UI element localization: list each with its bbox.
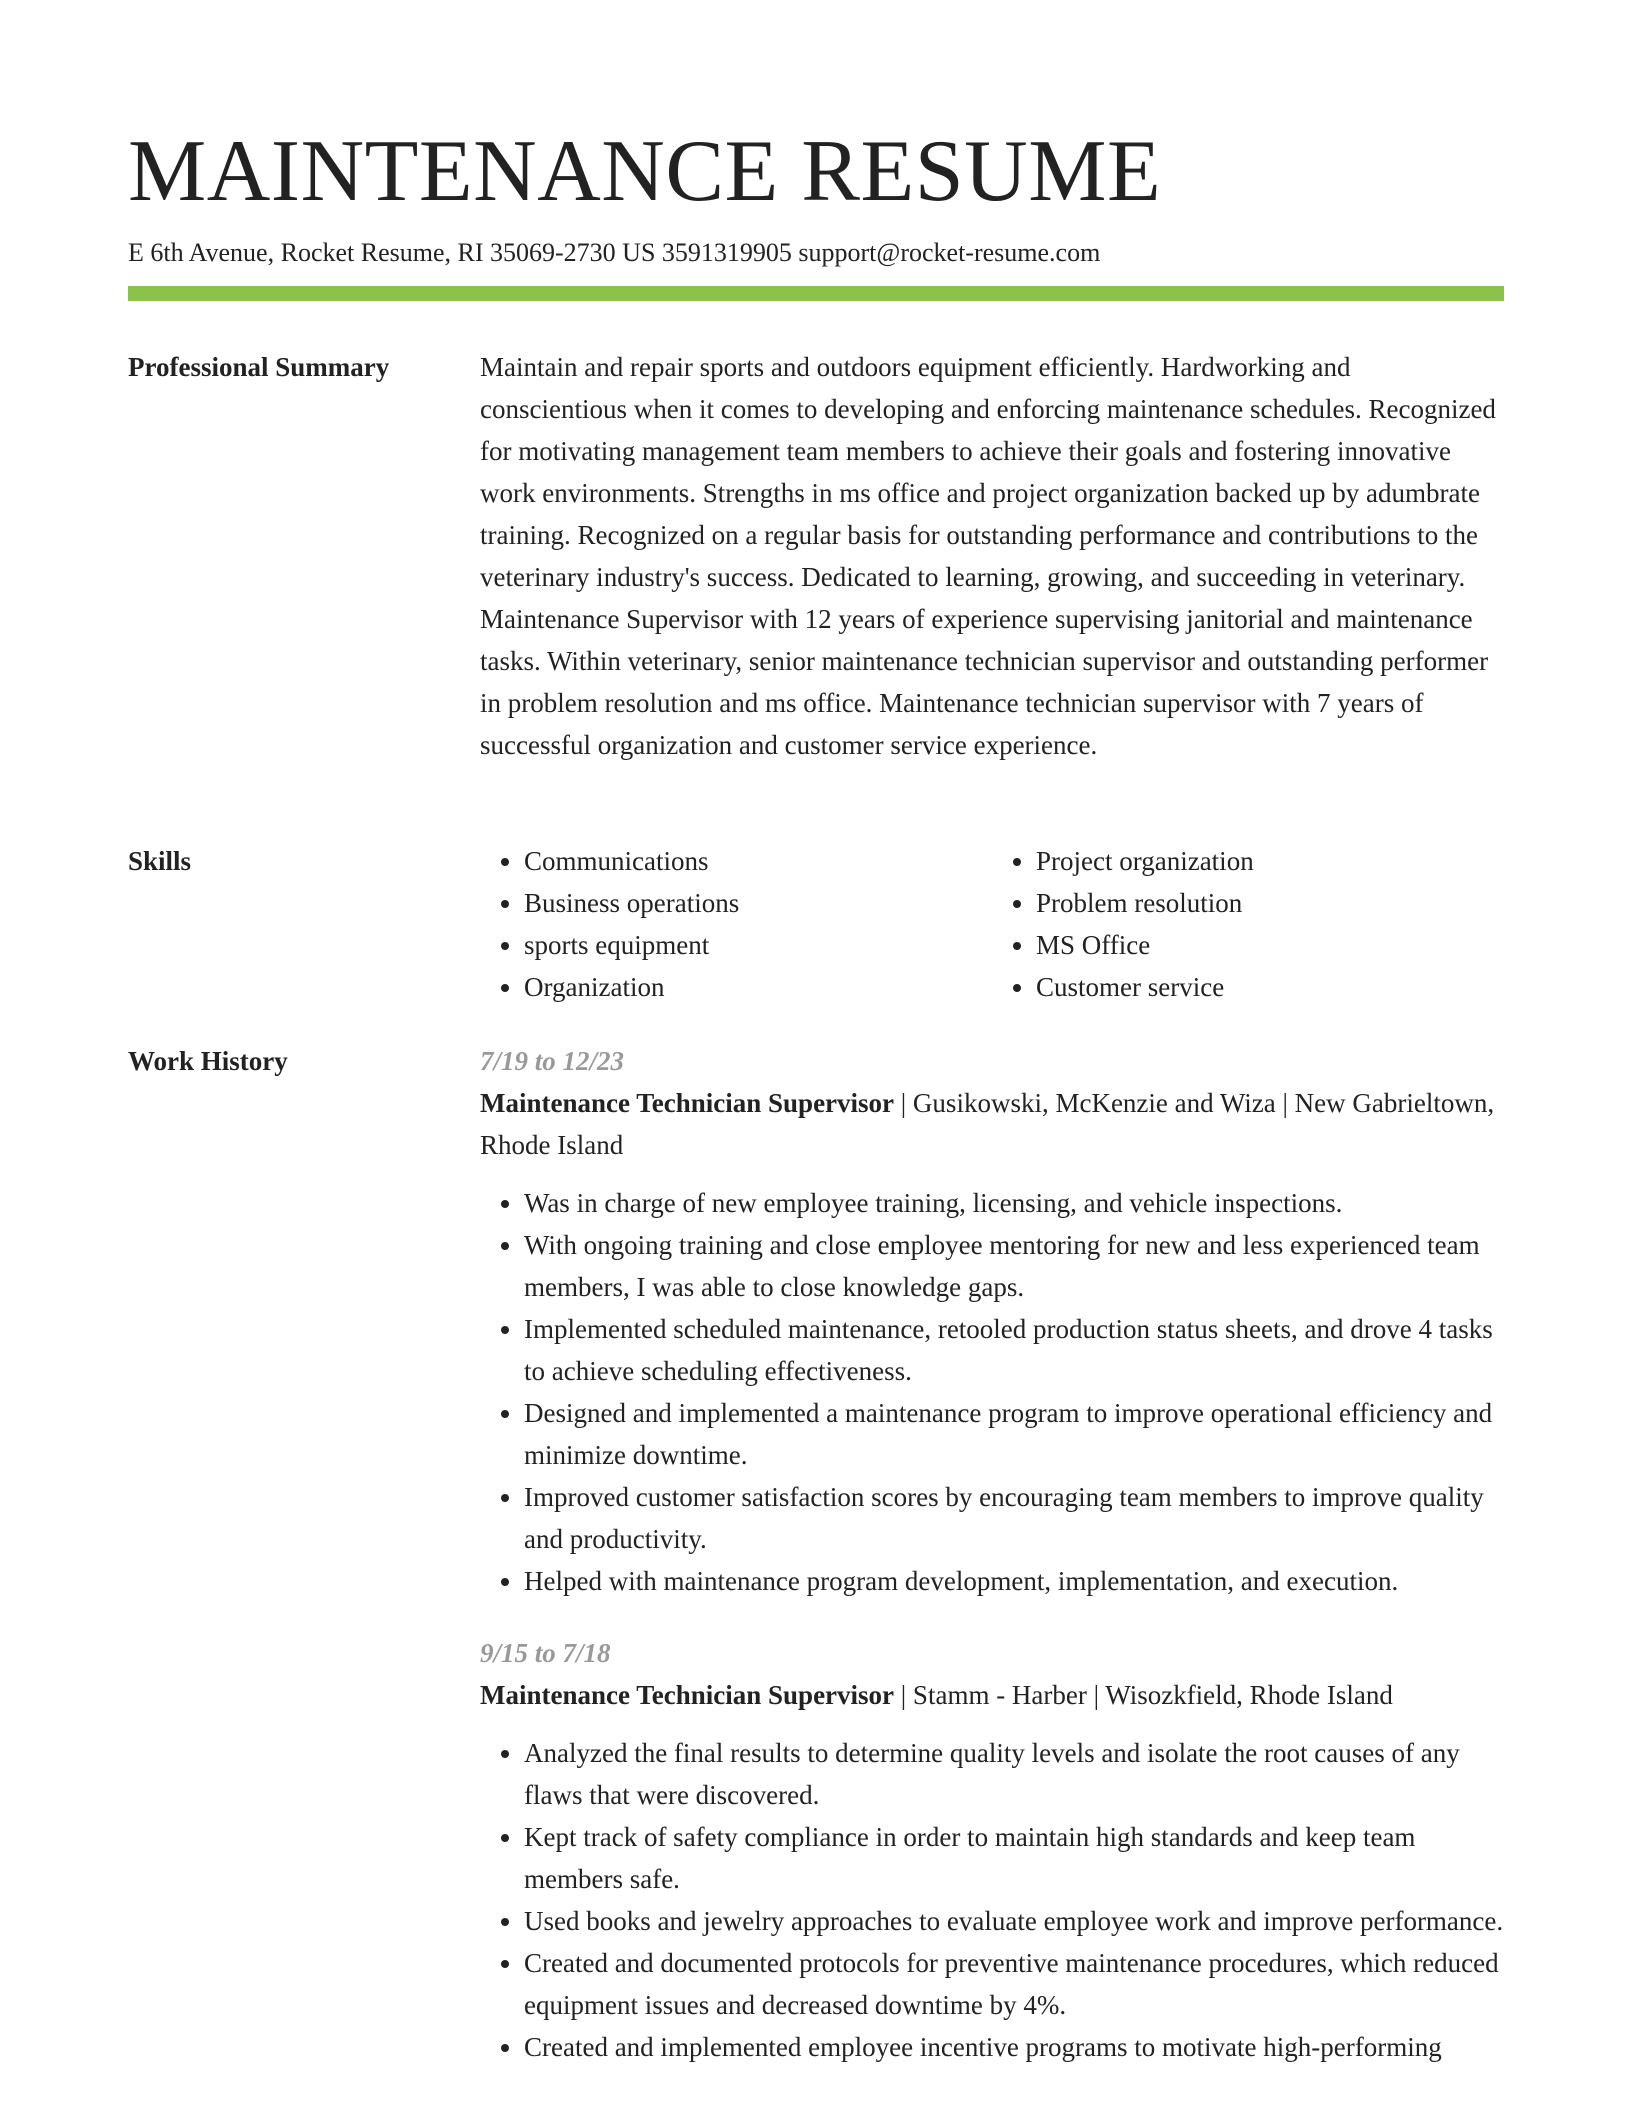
job-bullet: • Created and implemented employee incentive programs to motivate high-performing <box>524 2026 1504 2068</box>
skills-columns <box>480 840 1504 1008</box>
job-bullet: • Improved customer satisfaction scores by encouraging team members to improve quality and productivity. <box>524 1476 1504 1560</box>
skill-item: • sports equipment <box>524 924 992 966</box>
job-bullet: • Created and documented protocols for preventive maintenance procedures, which reduced equipment issues and decreased downtime by 4%. <box>524 1942 1504 2026</box>
job-bullet: • Kept track of safety compliance in order to maintain high standards and keep team members safe. <box>524 1816 1504 1900</box>
skill-item: • Communications <box>524 840 992 882</box>
skill-item: • Business operations <box>524 882 992 924</box>
skills-list-left <box>480 840 992 1008</box>
work-history-label: Work History <box>128 1046 288 1076</box>
job-bullet: • Helped with maintenance program development, implementation, and execution. <box>524 1560 1504 1602</box>
skills-body <box>480 840 1504 1008</box>
job-bullet: • Designed and implemented a maintenance program to improve operational efficiency and minimize downtime. <box>524 1392 1504 1476</box>
job-bullets <box>480 1732 1504 2068</box>
skill-item: • Project organization <box>1036 840 1504 882</box>
job-entry <box>480 1040 1504 1602</box>
job-bullet: • Used books and jewelry approaches to evaluate employee work and improve performance. <box>524 1900 1504 1942</box>
contact-line: E 6th Avenue, Rocket Resume, RI 35069-2730 US 3591319905 support@rocket-resume.com <box>128 238 1101 267</box>
job-bullet: • Was in charge of new employee training, licensing, and vehicle inspections. <box>524 1182 1504 1224</box>
skill-item: • Customer service <box>1036 966 1504 1008</box>
job-company-location: | Gusikowski, McKenzie and Wiza | New Gabrieltown, Rhode Island <box>480 1088 1495 1160</box>
job-title: Maintenance Technician Supervisor <box>480 1088 895 1118</box>
skill-item: • Problem resolution <box>1036 882 1504 924</box>
summary-body <box>480 346 1504 766</box>
summary-label: Professional Summary <box>128 352 390 382</box>
job-title: Maintenance Technician Supervisor <box>480 1680 895 1710</box>
job-heading <box>480 1674 1504 1716</box>
job-bullet: • Implemented scheduled maintenance, retooled production status sheets, and drove 4 tasks to achieve scheduling effectiveness. <box>524 1308 1504 1392</box>
job-bullet: • Analyzed the final results to determine quality levels and isolate the root causes of any flaws that were discovered. <box>524 1732 1504 1816</box>
job-heading <box>480 1082 1504 1166</box>
job-company-location: | Stamm - Harber | Wisozkfield, Rhode Island <box>894 1680 1393 1710</box>
job-bullet: • With ongoing training and close employee mentoring for new and less experienced team members, I was able to close knowledge gaps. <box>524 1224 1504 1308</box>
skills-list-right <box>992 840 1504 1008</box>
resume-header <box>128 122 1504 270</box>
job-dates: 7/19 to 12/23 <box>480 1046 625 1076</box>
work-history-body <box>480 1040 1504 2068</box>
job-dates: 9/15 to 7/18 <box>480 1638 611 1668</box>
skill-item: • Organization <box>524 966 992 1008</box>
job-bullets <box>480 1182 1504 1602</box>
skill-item: • MS Office <box>1036 924 1504 966</box>
summary-text: Maintain and repair sports and outdoors equipment efficiently. Hardworking and conscientious when it comes to developing and enforcing maintenance schedules. Recognized for motivating management team members to achieve their goals and fostering innovative work environments. Strengths in ms office and project organization backed up by adumbrate training. Recognized on a regular basis for outstanding performance and contributions to the veterinary industry's success. Dedicated to learning, growing, and succeeding in veterinary. Maintenance Supervisor with 12 years of experience supervising janitorial and maintenance tasks. Within veterinary, senior maintenance technician supervisor and outstanding performer in problem resolution and ms office. Maintenance technician supervisor with 7 years of successful organization and customer service experience. <box>480 352 1496 760</box>
resume-title: MAINTENANCE RESUME <box>128 123 1162 220</box>
job-entry <box>480 1632 1504 2068</box>
skills-label: Skills <box>128 846 192 876</box>
accent-divider <box>128 286 1504 301</box>
